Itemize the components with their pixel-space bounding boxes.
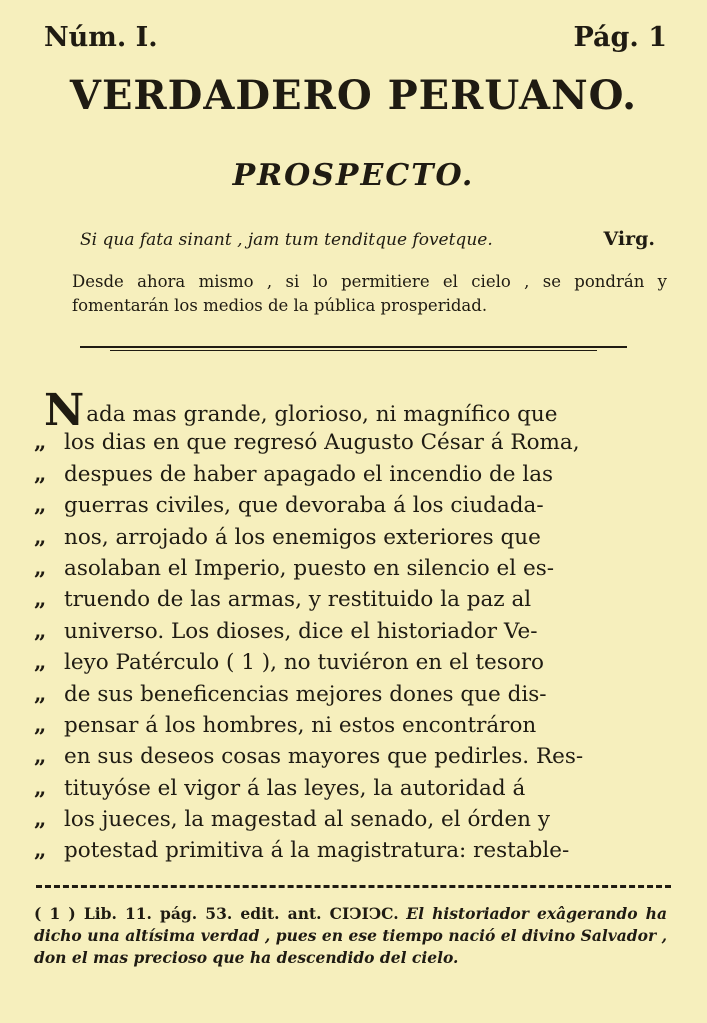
body-line-text: universo. Los dioses, dice el historiador Ve- [64,618,538,644]
quote-mark: „ [34,618,47,644]
quote-mark: „ [34,838,47,864]
quote-mark: „ [34,650,47,676]
quote-mark: „ [34,807,47,833]
body-line-text: los dias en que regresó Augusto César á Roma, [64,430,580,456]
drop-cap: N [44,385,85,436]
quote-mark: „ [34,681,47,707]
divider-line-bottom [110,350,597,351]
issue-number: Núm. I. [44,22,158,53]
article-body [34,385,669,867]
body-line [34,679,669,710]
body-line-text: despues de haber apagado el incendio de las [64,461,554,487]
body-line-text: pensar á los hombres, ni estos encontráron [64,712,537,738]
body-line-text: nos, arrojado á los enemigos exteriores que [64,524,541,550]
footnote [34,903,667,969]
body-line [34,773,669,804]
body-line [34,490,669,521]
page-header [44,22,667,53]
divider-line-top [80,346,627,348]
epigraph-translation: Desde ahora mismo , si lo permitiere el cielo , se pondrán y fomentarán los medios de la pública prosperidad. [72,272,667,315]
footnote-text: El historiador exâgerando ha dicho una altísima verdad , pues en ese tiempo nació el divino Salvador , don el mas precioso que ha descendido del cielo. [34,904,667,967]
body-line-text: truendo de las armas, y restituido la paz al [64,587,532,613]
footnote-divider [36,885,671,890]
body-line [34,553,669,584]
body-line [34,710,669,741]
newspaper-title: VERDADERO PERUANO. [69,72,638,119]
quote-mark: „ [34,555,47,581]
quote-mark: „ [34,744,47,770]
quote-mark: „ [34,461,47,487]
body-line-text: leyo Patérculo ( 1 ), no tuviéron en el tesoro [64,650,544,676]
quote-mark: „ [34,712,47,738]
body-line [34,804,669,835]
body-line-text: de sus beneficencias mejores dones que dis- [64,681,547,707]
body-line [34,616,669,647]
body-line-text: en sus deseos cosas mayores que pedirles. Res- [64,744,584,770]
body-line-text: ada mas grande, glorioso, ni magnífico que [86,402,558,427]
body-line [34,584,669,615]
quote-mark: „ [34,493,47,519]
body-line [34,385,669,436]
body-line [34,459,669,490]
body-line-text: los jueces, la magestad al senado, el órden y [64,807,550,833]
epigraph [80,228,655,250]
quote-mark: „ [34,587,47,613]
body-line [34,647,669,678]
body-line-text: potestad primitiva á la magistratura: restable- [64,838,570,864]
body-line [34,427,669,458]
quote-mark: „ [34,524,47,550]
footnote-reference: ( 1 ) Lib. 11. pág. 53. edit. ant. CIↃIↃC. [34,904,399,923]
section-title: PROSPECTO. [232,158,475,193]
epigraph-author: Virg. [603,228,655,250]
quote-mark: „ [34,430,47,456]
body-line-text: asolaban el Imperio, puesto en silencio el es- [64,555,555,581]
epigraph-quote: Si qua fata sinant , jam tum tenditque fovetque. [80,230,493,250]
body-line [34,835,669,866]
body-line [34,741,669,772]
page-number: Pág. 1 [573,22,667,53]
ornamental-divider [80,346,627,352]
quote-mark: „ [34,775,47,801]
body-line [34,522,669,553]
body-line-text: tituyóse el vigor á las leyes, la autoridad á [64,775,526,801]
body-line-text: guerras civiles, que devoraba á los ciudada- [64,493,544,519]
